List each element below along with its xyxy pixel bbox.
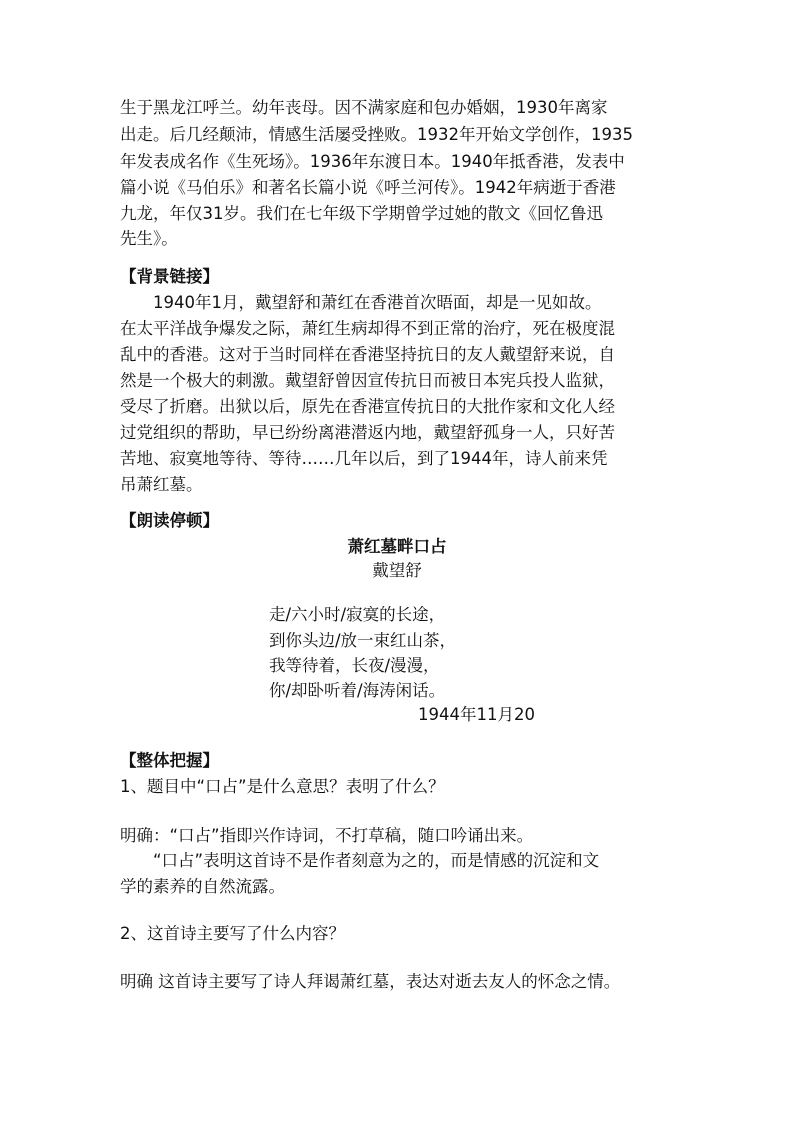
poem-author: 戴望舒 [372,561,422,580]
section-heading-reading: 【朗读停顿】 [120,511,219,530]
background-line: 1940年1月，戴望舒和萧红在香港首次晤面，却是一见如故。 [120,293,602,312]
background-line: 乱中的香港。这对于当时同样在香港坚持抗日的友人戴望舒来说，自 [120,345,615,364]
intro-line: 生于黑龙江呼兰。幼年丧母。因不满家庭和包办婚姻，1930年离家 [120,98,608,117]
intro-line: 出走。后几经颠沛，情感生活屡受挫败。1932年开始文学创作，1935 [120,125,633,144]
section-heading-background: 【背景链接】 [120,267,219,286]
background-line: 吊萧红墓。 [120,475,203,494]
poem-date: 1944年11月20 [418,705,535,724]
section-heading-overview: 【整体把握】 [120,751,219,770]
background-line: 受尽了折磨。出狱以后，原先在香港宣传抗日的大批作家和文化人经 [120,397,615,416]
intro-line: 年发表成名作《生死场》。1936年东渡日本。1940年抵香港，发表中 [120,152,625,171]
answer-1: 明确：“口占”指即兴作诗词，不打草稿，随口吟诵出来。 [120,826,534,845]
poem-line: 走/六小时/寂寞的长途， [269,605,446,624]
poem-line: 我等待着，长夜/漫漫， [269,656,440,675]
intro-line: 篇小说《马伯乐》和著名长篇小说《呼兰河传》。1942年病逝于香港 [120,178,616,197]
answer-1: 学的素养的自然流露。 [120,877,285,896]
background-line: 过党组织的帮助，早已纷纷离港潜返内地，戴望舒孤身一人，只好苦 [120,423,615,442]
question-1: 1、题目中“口占”是什么意思？表明了什么？ [120,777,445,796]
background-line: 然是一个极大的刺激。戴望舒曾因宣传抗日而被日本宪兵投人监狱， [120,371,615,390]
poem-line: 到你头边/放一束红山茶， [269,631,457,650]
answer-2: 明确 这首诗主要写了诗人拜谒萧红墓，表达对逝去友人的怀念之情。 [120,972,621,991]
background-line: 苦地、寂寞地等待、等待……几年以后，到了1944年，诗人前来凭 [120,449,608,468]
question-2: 2、这首诗主要写了什么内容？ [120,924,345,943]
poem-line: 你/却卧听着/海涛闲话。 [269,681,446,700]
background-line: 在太平洋战争爆发之际，萧红生病却得不到正常的治疗，死在极度混 [120,319,615,338]
answer-1: “口占”表明这首诗不是作者刻意为之的，而是情感的沉淀和文 [120,851,600,870]
intro-line: 先生》。 [120,229,178,248]
intro-line: 九龙，年仅31岁。我们在七年级下学期曾学过她的散文《回忆鲁迅 [120,204,603,223]
poem-title: 萧红墓畔口占 [347,537,447,556]
